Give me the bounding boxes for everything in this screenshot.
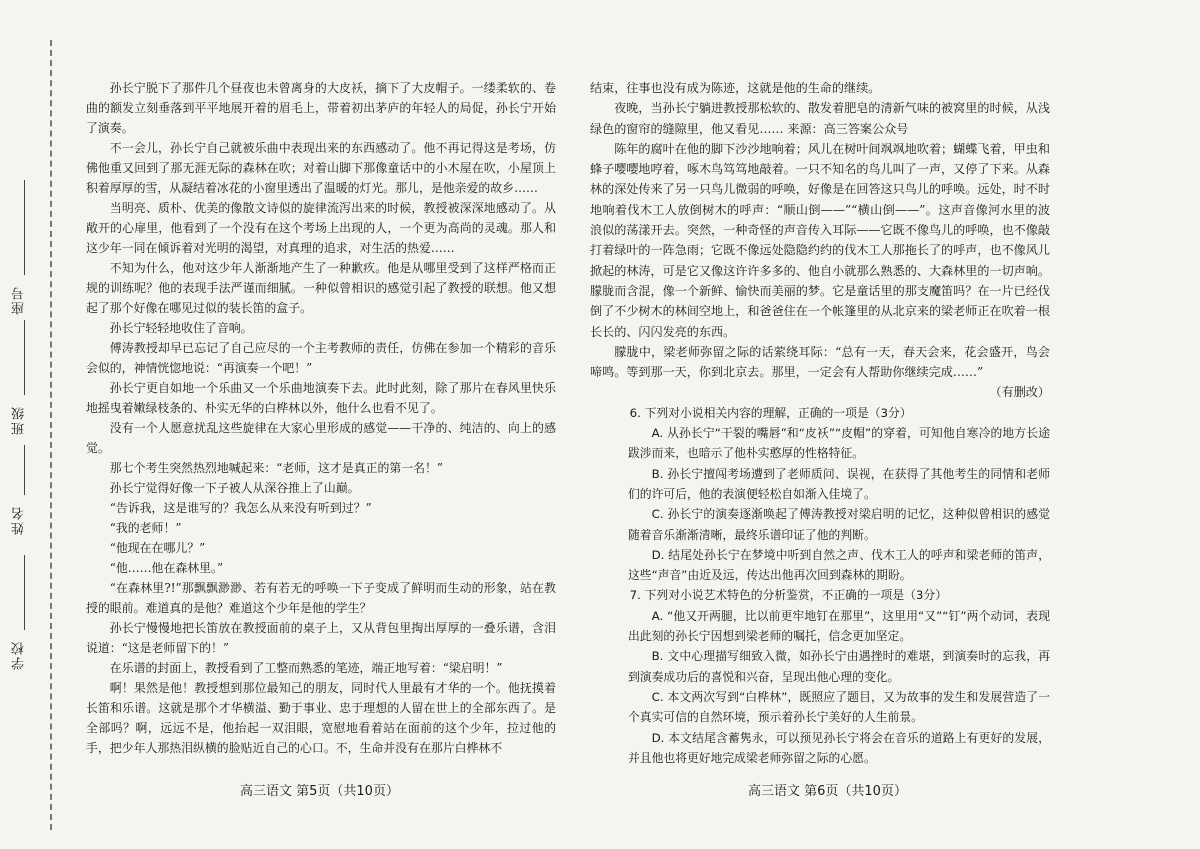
- option-a: A. 从孙长宁“干裂的嘴唇”和“皮袄”“皮帽”的穿着，可知他自寒冷的地方长途跋涉而来，也暗示了他朴实憨厚的性格特征。: [628, 426, 1050, 461]
- right-column: [590, 78, 1050, 768]
- paragraph: 孙长宁慢慢地把长笛放在教授面前的桌子上，又从背包里掏出厚厚的一叠乐谱，含泪说道：“这是老师留下的！”: [86, 621, 556, 655]
- option-c: C. 孙长宁的演奏逐渐唤起了傅涛教授对梁启明的记忆，这种似曾相识的感觉随着音乐渐渐清晰，最终乐谱印证了他的判断。: [628, 507, 1050, 542]
- paragraph: 夜晚，当孙长宁躺进教授那松软的、散发着肥皂的清新气味的被窝里的时候，从浅绿色的窗帘的缝隙里，他又看见…… 来源：高三答案公众号: [590, 101, 1050, 136]
- paragraph: 陈年的腐叶在他的脚下沙沙地响着；风儿在树叶间飒飒地吹着；蝴蝶飞着，甲虫和蜂子嘤嘤地哼着，啄木鸟笃笃地敲着。一只不知名的鸟儿叫了一声，又停了下来。从森林的深处传来了另一只鸟儿微弱的呼唤，好像是在回答这只鸟儿的呼唤。远处，时不时地响着伐木工人放倒树木的呼声：“顺山倒——”“横山倒——”。这声音像河水里的波浪似的荡漾开去。突然，一种奇怪的声音传入耳际——它既不像鸟儿的呼唤，也不像敲打着绿叶的一阵急雨；它既不像远处隐隐约约的伐木工人那拖长了的呼声，也不像风儿掀起的林涛，可是它又像这许许多多的、他自小就那么熟悉的、大森林里的一切声响。朦胧而含混，像一个新鲜、愉快而美丽的梦。它是童话里的那支魔笛吗？在一片已经伐倒了不少树木的林间空地上，和爸爸住在一个帐篷里的从北京来的梁老师正在吹着一根长长的、闪闪发亮的东西。: [590, 141, 1050, 339]
- binding-margin: [0, 0, 60, 849]
- question-6: [590, 403, 1050, 586]
- page-footer-right: 高三语文 第6页（共10页）: [748, 784, 907, 799]
- paragraph: 孙长宁轻轻地收住了音响。: [109, 321, 253, 335]
- paragraph: 啊！果然是他！教授想到那位最知己的朋友，同时代人里最有才华的一个。他抚摸着长笛和乐谱。这就是那个才华横溢、勤于事业、忠于理想的人留在世上的全部东西了。是全部吗？啊，远远不是，他抬起一双泪眼，宽慰地看着站在面前的这个少年，拉过他的手，把少年人那热泪纵横的脸贴近自己的心口。不，生命并没有在那片白桦林不: [86, 681, 556, 755]
- left-column: [86, 78, 556, 758]
- paragraph: 朦胧中，梁老师弥留之际的话萦绕耳际：“总有一天，春天会来，花会盛开，鸟会啼鸣。等到那一天，你到北京去。那里，一定会有人帮助你继续完成……”: [590, 344, 1050, 380]
- binding-dash-line: [50, 40, 52, 830]
- paragraph: 孙长宁觉得好像一下子被人从深谷推上了山巅。: [109, 481, 360, 495]
- option-c: C. 本文两次写到“白桦林”，既照应了题目，又为故事的发生和发展营造了一个真实可信的自然环境，预示着孙长宁美好的人生前景。: [628, 689, 1050, 725]
- paragraph: “他……他在森林里。”: [109, 561, 224, 575]
- source-note: （有删改）: [989, 385, 1050, 400]
- option-a: A. “他又开两腿，比以前更牢地钉在那里”，这里用“又”“钉”两个动词，表现出此刻的孙长宁因想到梁老师的嘱托，信念更加坚定。: [628, 608, 1050, 644]
- option-b: B. 文中心理描写细致入微，如孙长宁由遇挫时的难堪，到演奏时的忘我，再到演奏成功后的喜悦和兴奋，呈现出他心理的变化。: [628, 649, 1050, 684]
- paragraph: 孙长宁更自如地一个乐曲又一个乐曲地演奏下去。此时此刻，除了那片在春风里快乐地摇曳着嫩绿枝条的、朴实无华的白桦林以外，他什么也看不见了。: [86, 381, 556, 415]
- school-label: 学校: [12, 640, 27, 670]
- paragraph: 结束，往事也没有成为陈迹，这就是他的生命的继续。: [590, 81, 881, 95]
- class-label: 班级: [12, 405, 27, 435]
- question-stem: 7. 下列对小说艺术特色的分析鉴赏，不正确的一项是（3分）: [629, 588, 948, 603]
- school-rule: [24, 555, 25, 630]
- seat-label: 座号: [12, 285, 27, 315]
- paragraph: “告诉我，这是谁写的？我怎么从来没有听到过？”: [109, 501, 372, 515]
- paragraph: 不知为什么，他对这少年人渐渐地产生了一种歉疚。他是从哪里受到了这样严格而正规的训练呢？他的表现手法严谨而细腻。一种似曾相识的感觉引起了教授的联想。他又想起了那个好像在哪见过似的装长笛的盒子。: [86, 261, 556, 315]
- option-d: D. 本文结尾含蓄隽永，可以预见孙长宁将会在音乐的道路上有更好的发展，并且他也将更好地完成梁老师弥留之际的心愿。: [628, 730, 1050, 765]
- paragraph: 不一会儿，孙长宁自己就被乐曲中表现出来的东西感动了。他不再记得这是考场，仿佛他重又回到了那无涯无际的森林在吹；对着山脚下那像童话中的小木屋在吹，小屋顶上积着厚厚的雪，从凝结着冰花的小窗里透出了温暖的灯光。那儿，是他亲爱的故乡……: [86, 141, 556, 195]
- name-label: 姓名: [12, 505, 27, 535]
- paragraph: 在乐谱的封面上，教授看到了工整而熟悉的笔迹，端正地写着：“梁启明！”: [109, 661, 503, 675]
- paragraph: “他现在在哪儿？”: [109, 541, 206, 555]
- name-rule: [24, 445, 25, 495]
- question-7: [590, 585, 1050, 768]
- paragraph: “在森林里?!”那飘飘渺渺、若有若无的呼唤一下子变成了鲜明而生动的形象，站在教授的眼前。难道真的是他？难道这个少年是他的学生？: [86, 581, 556, 615]
- paragraph: “我的老师！”: [109, 521, 182, 535]
- page-footer-left: 高三语文 第5页（共10页）: [240, 784, 399, 799]
- option-d: D. 结尾处孙长宁在梦境中听到自然之声、伐木工人的呼声和梁老师的笛声，这些“声音”由近及远，传达出他再次回到森林的期盼。: [628, 547, 1050, 583]
- seat-rule: [24, 180, 25, 275]
- paragraph: 孙长宁脱下了那件几个昼夜也未曾离身的大皮袄，摘下了大皮帽子。一缕柔软的、卷曲的额发立刻垂落到平平地展开着的眉毛上，带着初出茅庐的年轻人的局促，孙长宁开始了演奏。: [86, 81, 556, 135]
- paragraph: 没有一个人愿意扰乱这些旋律在大家心里形成的感觉——干净的、纯洁的、向上的感觉。: [86, 421, 556, 455]
- paragraph: 当明亮、质朴、优美的像散文诗似的旋律流泻出来的时候，教授被深深地感动了。从敞开的心扉里，他看到了一个没有在这个考场上出现的人，一个更为高尚的灵魂。那人和这少年一同在倾诉着对光明的渴望，对真理的追求，对生活的热爱……: [86, 201, 556, 255]
- option-b: B. 孙长宁擅闯考场遭到了老师质问、误视，在获得了其他考生的同情和老师们的许可后，他的表演便轻松自如渐入佳境了。: [628, 466, 1050, 501]
- paragraph: 傅涛教授却早已忘记了自己应尽的一个主考教师的责任，仿佛在参加一个精彩的音乐会似的，神情恍惚地说：“再演奏一个吧！”: [86, 341, 556, 375]
- question-stem: 6. 下列对小说相关内容的理解，正确的一项是（3分）: [629, 405, 912, 420]
- paragraph: 那七个考生突然热烈地喊起来：“老师，这才是真正的第一名！”: [109, 461, 444, 475]
- class-rule: [24, 320, 25, 395]
